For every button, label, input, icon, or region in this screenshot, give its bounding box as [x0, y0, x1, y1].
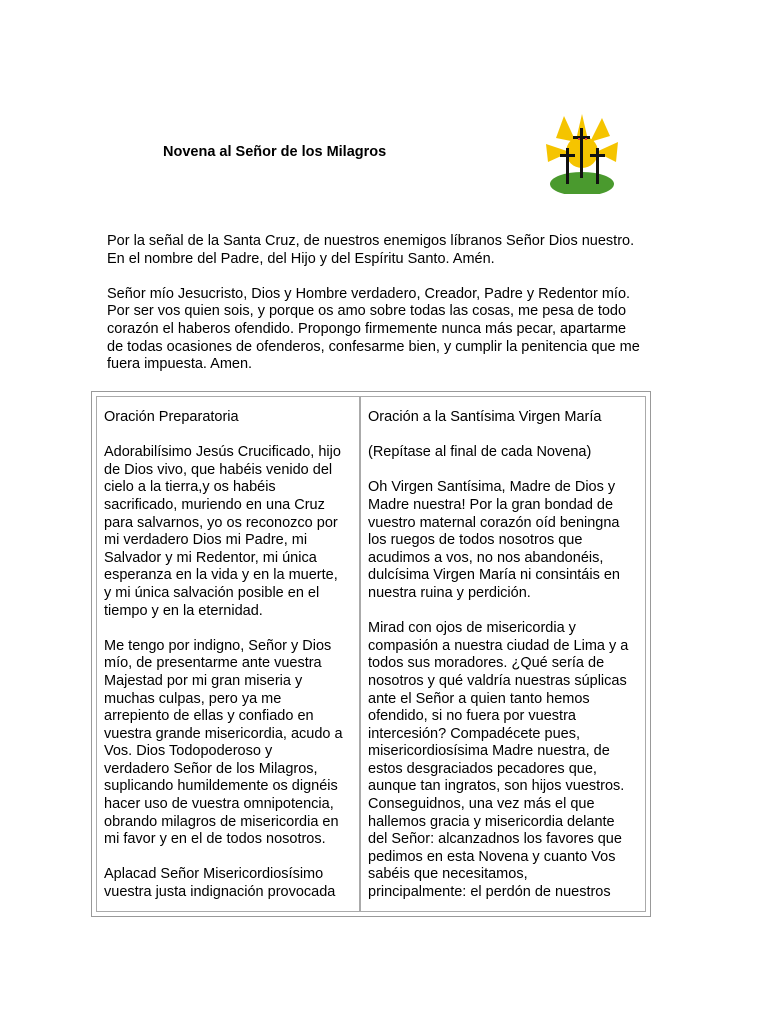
left-column-heading: Oración Preparatoria — [104, 409, 239, 425]
three-crosses-sunburst-icon — [544, 112, 620, 194]
prayer-table — [91, 391, 651, 917]
page-title: Novena al Señor de los Milagros — [163, 144, 387, 160]
left-column-cell — [96, 396, 360, 912]
left-paragraph: Aplacad Señor Misericordiosísimo vuestra justa indignación provocada — [104, 866, 336, 901]
right-column-cell — [360, 396, 646, 912]
intro-paragraph: Por la señal de la Santa Cruz, de nuestros enemigos líbranos Señor Dios nuestro. En el nombre del Padre, del Hijo y del Espíritu Santo. Amén. — [107, 233, 635, 267]
intro-text — [107, 233, 667, 391]
right-paragraph: (Repítase al final de cada Novena) — [368, 444, 592, 461]
right-paragraph: Mirad con ojos de misericordia y compasión a nuestra ciudad de Lima y a todos sus moradores. ¿Qué sería de nosotros y qué valdría nuestras súplicas ante el Señor a quien tanto hemos ofendido, si no fuera por vuestra intercesión? Compadécete pues, misericordiosísima Madre nuestra, de estos desgraciados pecadores que, aunque tan ingratos, son hijos vuestros. Conseguidnos, una vez más el que hallemos gracia y misericordia delante del Señor: alcanzadnos los favores que pedimos en esta Novena y cuanto Vos sabéis que necesitamos, principalmente: el perdón de nuestros — [368, 620, 629, 901]
intro-paragraph: Señor mío Jesucristo, Dios y Hombre verdadero, Creador, Padre y Redentor mío. Por ser vos quien sois, y porque os amo sobre todas las cosas, me pesa de todo corazón el haberos ofendido. Propongo firmemente nunca más pecar, apartarme de todas ocasiones de ofenderos, confesarme bien, y cumplir la penitencia que me fuera impuesta. Amen. — [107, 285, 640, 373]
left-paragraph: Adorabilísimo Jesús Crucificado, hijo de Dios vivo, que habéis venido del cielo a la tierra,y os habéis sacrificado, muriendo en una Cruz para salvarnos, yo os reconozco por mi verdadero Dios mi Padre, mi Salvador y mi Redentor, mi única esperanza en la vida y en la muerte, y mi única salvación posible en el tiempo y en la eternidad. — [104, 444, 341, 619]
right-column-heading: Oración a la Santísima Virgen María — [368, 409, 602, 425]
right-paragraph: Oh Virgen Santísima, Madre de Dios y Madre nuestra! Por la gran bondad de vuestro maternal corazón oíd beningna los ruegos de todos nosotros que acudimos a vos, no nos abandonéis, dulcísima Virgen María ni consintáis en nuestra ruina y perdición. — [368, 479, 620, 601]
left-paragraph: Me tengo por indigno, Señor y Dios mío, de presentarme ante vuestra Majestad por mi gran miseria y muchas culpas, pero ya me arrepiento de ellas y confiado en vuestra grande misericordia, acudo a Vos. Dios Todopoderoso y verdadero Señor de los Milagros, suplicando humildemente os dignéis hacer uso de vuestra omnipotencia, obrando milagros de misericordia en mi favor y en el de todos nosotros. — [104, 637, 343, 848]
